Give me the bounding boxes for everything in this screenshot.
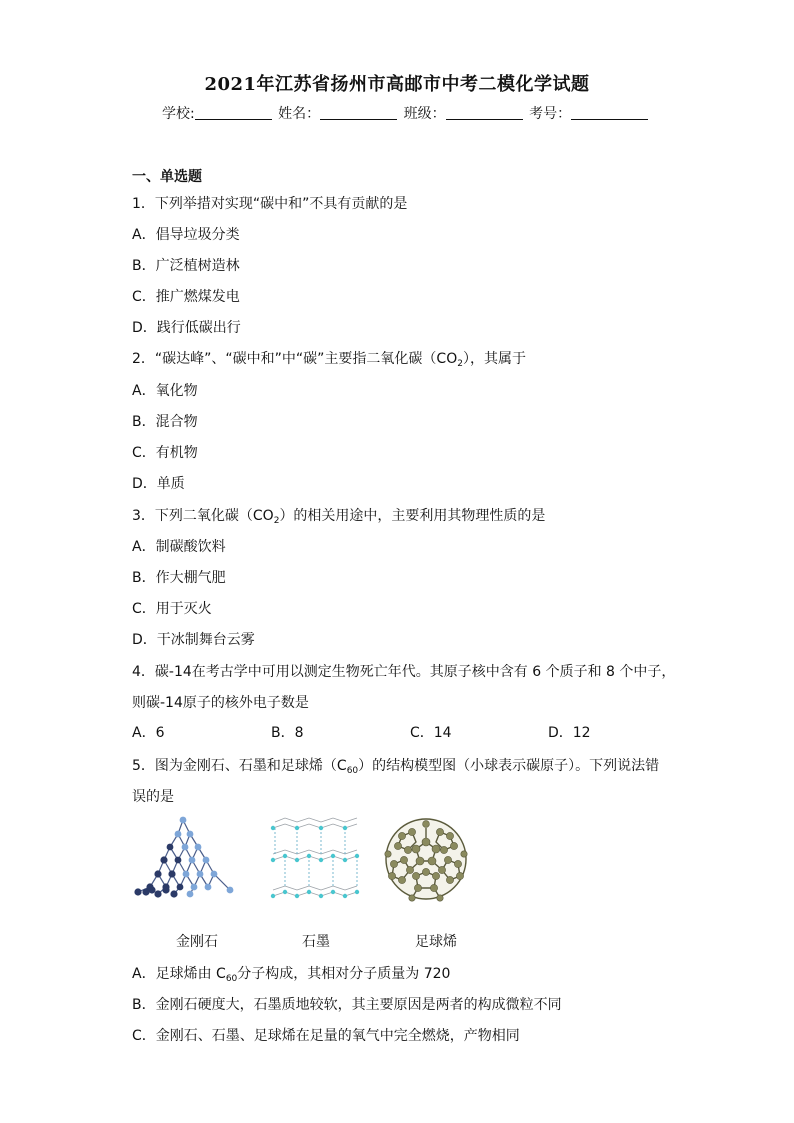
name-label: 姓名： xyxy=(278,106,321,122)
q5-stem-sub: 60 xyxy=(346,766,359,776)
q5-stem-post: ）的结构模型图（小球表示碳原子）。下列说法错 xyxy=(358,758,660,774)
q5-stem-line2: 误的是 xyxy=(132,789,174,805)
q1-stem: 1．下列举措对实现“碳中和”不具有贡献的是 xyxy=(132,196,408,212)
number-blank[interactable] xyxy=(571,105,648,120)
caption-fullerene: 足球烯 xyxy=(415,934,457,950)
q3-option-a: A．制碳酸饮料 xyxy=(132,539,226,555)
q2-stem-post: ），其属于 xyxy=(462,351,526,367)
q1-option-c: C．推广燃煤发电 xyxy=(132,289,240,305)
q4-option-d: D．12 xyxy=(548,725,591,741)
q4-option-c: C．14 xyxy=(410,725,452,741)
q5-option-a-pre: A．足球烯由 C xyxy=(132,966,226,982)
q5-stem-pre: 5．图为金刚石、石墨和足球烯（C xyxy=(132,758,347,774)
diamond-structure-image xyxy=(130,812,240,904)
q5-option-a-sub: 60 xyxy=(225,974,238,984)
q3-stem-post: ）的相关用途中，主要利用其物理性质的是 xyxy=(279,508,546,524)
q5-option-c: C．金刚石、石墨、足球烯在足量的氧气中完全燃烧，产物相同 xyxy=(132,1028,520,1044)
number-label: 考号： xyxy=(529,106,572,122)
q3-stem xyxy=(132,505,545,526)
q2-stem xyxy=(132,348,526,369)
q5-option-b: B．金刚石硬度大，石墨质地较软，其主要原因是两者的构成微粒不同 xyxy=(132,997,562,1013)
q2-option-b: B．混合物 xyxy=(132,414,198,430)
q4-stem-line1: 4．碳-14在考古学中可用以测定生物死亡年代。其原子核中含有 6 个质子和 8 个中子， xyxy=(132,664,676,680)
q1-option-b: B．广泛植树造林 xyxy=(132,258,240,274)
q3-option-c: C．用于灭火 xyxy=(132,601,212,617)
q4-option-b: B．8 xyxy=(271,725,304,741)
caption-graphite: 石墨 xyxy=(302,934,330,950)
class-label: 班级： xyxy=(403,106,446,122)
q2-option-d: D．单质 xyxy=(132,476,185,492)
q3-option-b: B．作大棚气肥 xyxy=(132,570,226,586)
caption-diamond: 金刚石 xyxy=(176,934,218,950)
q2-option-c: C．有机物 xyxy=(132,445,198,461)
q3-option-d: D．干冰制舞台云雾 xyxy=(132,632,255,648)
student-info-row xyxy=(162,103,650,123)
q5-option-a xyxy=(132,963,450,984)
name-blank[interactable] xyxy=(320,105,397,120)
fullerene-structure-image xyxy=(378,814,474,904)
class-blank[interactable] xyxy=(446,105,523,120)
school-label: 学校: xyxy=(162,106,195,122)
q2-option-a: A．氧化物 xyxy=(132,383,198,399)
q2-stem-pre: 2．“碳达峰”、“碳中和”中“碳”主要指二氧化碳（CO xyxy=(132,351,458,367)
q2-stem-sub: 2 xyxy=(457,359,463,369)
q5-stem-line1 xyxy=(132,755,659,776)
q5-option-a-post: 分子构成，其相对分子质量为 720 xyxy=(237,966,451,982)
exam-title: 2021年江苏省扬州市高邮市中考二模化学试题 xyxy=(204,74,590,95)
school-blank[interactable] xyxy=(195,105,272,120)
q3-stem-pre: 3．下列二氧化碳（CO xyxy=(132,508,274,524)
graphite-structure-image xyxy=(265,814,365,906)
section-heading: 一、单选题 xyxy=(132,169,202,185)
q3-stem-sub: 2 xyxy=(273,516,280,526)
q4-option-a: A．6 xyxy=(132,725,165,741)
q1-option-d: D．践行低碳出行 xyxy=(132,320,241,336)
q1-option-a: A．倡导垃圾分类 xyxy=(132,227,240,243)
q4-stem-line2: 则碳-14原子的核外电子数是 xyxy=(132,695,309,711)
